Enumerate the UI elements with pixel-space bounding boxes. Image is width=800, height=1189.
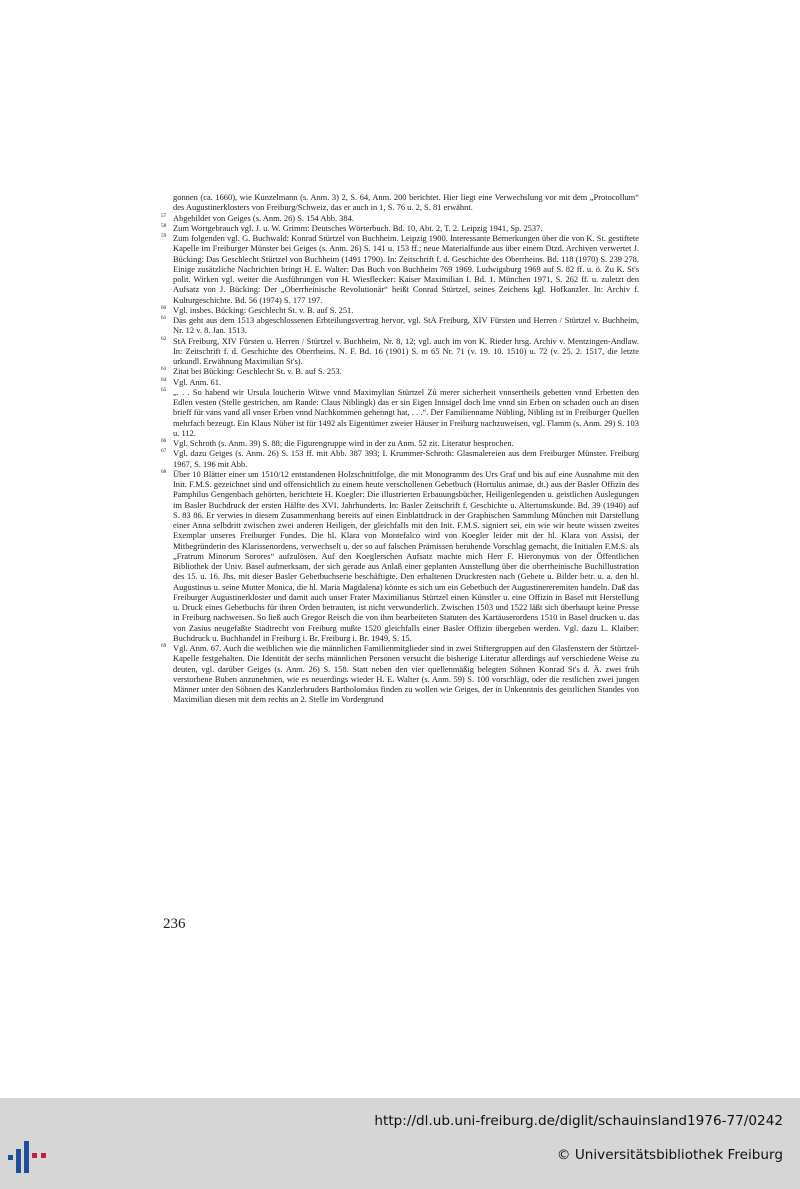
footnote xyxy=(163,438,639,448)
footnote xyxy=(163,213,639,223)
footnote-number: 59 xyxy=(161,233,167,239)
footnote-number: 57 xyxy=(161,212,167,219)
footnote-text: Vgl. Schroth (s. Anm. 39) S. 88; die Figurengruppe wird in der zu Anm. 52 zit. Literatur besprochen. xyxy=(173,438,514,448)
footnote-text: gonnen (ca. 1660), wie Kunzelmann (s. Anm. 3) 2, S. 64, Anm. 200 berichtet. Hier liegt eine Verwechslung vor mit dem „Protocollum“ des Augustinerklosters von Freiburg/Schweiz, das er auch in 1, S. 76 u. 2, S. 81 erwähnt. xyxy=(173,192,639,213)
footer-bar xyxy=(0,1098,800,1189)
footnote-text: Vgl. dazu Geiges (s. Anm. 26) S. 153 ff. mit Abb. 387 393; I. Krummer-Schroth: Glasmalereien aus dem Freiburger Münster. Freiburg 1967, S. 196 mit Abb. xyxy=(173,448,639,469)
footnote xyxy=(163,192,639,213)
footnote-text: Vgl. Anm. 61. xyxy=(173,376,222,387)
footnote-text: Zitat bei Bücking: Geschlecht St. v. B. auf S. 253. xyxy=(173,366,342,377)
footnote xyxy=(163,377,639,387)
footnote-text: Zum folgenden vgl. G. Buchwald: Konrad Stürtzel von Buchheim. Leipzig 1900. Interessante Bemerkungen über die von K. St. gestiftete Kapelle im Freiburger Münster bei Geiges (s. Anm. 26) S. 141 u. 153 ff.; neue Materialfunde aus über einem Dtzd. Archiven verwertet J. Bücking: Das Geschlecht Stürtzel von Buchheim (1491 1790). In: Zeitschrift f. d. Geschichte des Oberrheins. Bd. 118 (1970) S. 239 278. Einige zusätzliche Nachrichten bringt H. E. Walter: Das Buch von Buchheim 769 1969. Ludwigsburg 1969 auf S. 82 ff. u. ö. Zu K. St's polit. Wirken vgl. weiter die Ausführungen von H. Wiesflecker: Kaiser Maximilian I. Bd. 1. München 1971, S. 262 ff. u. zuletzt den Aufsatz von J. Bücking: Der „Oberrheinische Revolutionär“ heißt Conrad Stürtzel, seines Zeichens kgl. Hofkanzler. In: Archiv f. Kulturgeschichte. Bd. 56 (1974) S. 177 197. xyxy=(173,233,639,305)
footnotes-block xyxy=(163,192,639,705)
footnote xyxy=(163,643,639,705)
footnote xyxy=(163,223,639,233)
footnote-number: 66 xyxy=(161,438,167,444)
footnote-text: Über 10 Blätter einer um 1510/12 entstandenen Holzschnittfolge, die mit Monogramm des Urs Graf und bis auf eine Ausnahme mit den Init. F.M.S. gezeichnet sind und offensichtlich zu einem heute verschollenen Gebetbuch (Hortulus animae, dt.) aus der Basler Offizin des Pamphilus Gengenbach gehörten, berichtete H. Koegler: Die illustrierten Erbauungsbücher, Heiligenlegenden u. geistlichen Auslegungen im Basler Buchdruck der ersten Hälfte des XVI. Jahrhunderts. In: Basler Zeitschrift f. Geschichte u. Altertumskunde. Bd. 39 (1940) auf S. 83 86. Er verwies in diesem Zusammenhang bereits auf einen Einblattdruck in der Graphischen Sammlung München mit Darstellung einer Anna selbdritt zwischen zwei anderen Heiligen, der gleichfalls mit den Init. F.M.S. signiert sei, ein wie wir heute wissen zweites Exemplar unseres Freiburger Fundes. Die hl. Klara von Montefalco wird von Koegler leider mit der hl. Klara von Assisi, der Mitbegründerin des Klarissenordens, verwechselt u. der so auf falschen Prämissen beruhende Vorschlag gemacht, die Initialen F.M.S. als „Fratrum Minorum Sorores“ aufzulösen. Auf den Koeglerschen Aufsatz machte mich Herr F. Hieronymus von der Öffentlichen Bibliothek der Univ. Basel aufmerksam, der sich gerade aus Anlaß einer geplanten Ausstellung über die oberrheinische Buchillustration des 15. u. 16. Jhs. mit dieser Basler Gebetbuchserie beschäftigte. Den erhaltenen Druckresten nach (Gebete u. Bilder betr. u. a. den hl. Augustinus u. seine Mutter Monica, die hl. Maria Magdalena) könnte es sich um ein Gebetbuch der Augustinereremiten handeln. Daß das Freiburger Augustinerkloster und damit auch unser Frater Maximilianus Stürtzel einen Künstler u. eine Offizin in Basel mit Herstellung u. Druck eines Gebetbuchs für ihren Orden betrauten, ist nicht verwunderlich. Zwischen 1503 und 1522 läßt sich überhaupt keine Presse in Freiburg nachweisen. So ließ auch Gregor Reisch die von ihm bearbeiteten Statuten des Kartäuserordens 1510 in Basel drucken u. das von Zasius neugefaßte Stadtrecht von Freiburg mußte 1520 gleichfalls einer Basler Offizin übergeben werden. Vgl. dazu L. Klaiber: Buchdruck u. Buchhandel in Freiburg i. Br. Freiburg i. Br. 1949, S. 15. xyxy=(173,468,639,643)
footnote-text: Das geht aus dem 1513 abgeschlossenen Erbteilungsvertrag hervor, vgl. StA Freiburg, XIV Fürsten und Herren / Stürtzel v. Buchheim, Nr. 12 v. 8. Jan. 1513. xyxy=(173,315,639,336)
page-number: 236 xyxy=(163,916,186,932)
footnote-text: „. . . So habend wir Ursula loucherin Witwe vnnd Maximylian Stürtzel Zů merer sicherheit vnnsertheils gebetten vnnd Erbetten den Edlen vesten (Stelle gestrichen, am Rande: Claus Niblingk) das er sin Eigen Innsigel doch Ime vnnd sin Erben on schaden ouch an disen brieff für vans vand all vnser Erben vnnd Nachkommen gehenngt hat, . . .“. Der Familienname Nübling, Nibling ist in Freiburger Quellen mehrfach bezeugt. Ein Klaus Nüber ist für 1492 als Eigentümer zweier Häuser in Freiburg nachzuweisen, vgl. Flamm (s. Anm. 29) S. 103 u. 112. xyxy=(173,386,639,438)
footnote-text: Abgebildet von Geiges (s. Anm. 26) S. 154 Abb. 384. xyxy=(173,212,354,223)
footnote xyxy=(163,469,639,643)
footnote-number: 68 xyxy=(161,468,167,475)
footnote xyxy=(163,305,639,315)
footer-url-link[interactable]: http://dl.ub.uni-freiburg.de/diglit/schauinsland1976-77/0242 xyxy=(374,1113,783,1129)
footnote-number: 62 xyxy=(161,335,167,342)
footnote-number: 58 xyxy=(161,222,167,229)
footnote xyxy=(163,233,639,305)
footnote-text: StA Freiburg, XIV Fürsten u. Herren / Stürtzel v. Buchheim, Nr. 8, 12; vgl. auch im von K. Rieder hrsg. Archiv v. Mentzingen-Andlaw. In: Zeitschrift f. d. Geschichte des Oberrheins. N. F. Bd. 16 (1901) S. m 65 Nr. 71 (v. 19. 10. 1510) u. 72 (v. 25. 2. 1517, die letzte urkundl. Erwähnung Maximilian St's). xyxy=(173,335,639,366)
footnote xyxy=(163,315,639,336)
footnote-number: 67 xyxy=(161,448,167,455)
ub-freiburg-logo-icon xyxy=(7,1139,53,1175)
footnote-number: 60 xyxy=(161,304,167,311)
footnote-number: 65 xyxy=(161,386,167,393)
footnote-number: 61 xyxy=(161,315,167,321)
footnote-text: Vgl. Anm. 67. Auch die weiblichen wie die männlichen Familienmitglieder sind in zwei Stiftergruppen auf den Glasfenstern der Stürtzel-Kapelle festgehalten. Die Identität der sechs männlichen Personen versucht die bisherige Literatur allerdings auf verschiedene Weise zu deuten, vgl. darüber Geiges (s. Anm. 26) S. 158. Statt neben den vier quellenmäßig belegten Söhnen Konrad St's d. Ä. zwei früh verstorbene Buben anzunehmen, wie es neuerdings wieder H. E. Walter (s. Anm. 59) S. 100 vorschlägt, oder die restlichen zwei jungen Männer unter den Söhnen des Kanzlerbruders Bartholomäus finden zu wollen wie Geiges, der in Unkenntnis des geistlichen Standes von Maximilian diesen mit dem rechts an 2. Stelle im Vordergrund xyxy=(173,643,639,705)
footnote xyxy=(163,336,639,367)
footnote-number: 63 xyxy=(161,366,167,373)
footnote-text: Zum Wortgebrauch vgl. J. u. W. Grimm: Deutsches Wörterbuch. Bd. 10, Abt. 2, T. 2. Leipzig 1941, Sp. 2537. xyxy=(173,222,543,233)
footnote-number: 69 xyxy=(161,643,167,649)
footnote xyxy=(163,387,639,438)
footnote xyxy=(163,448,639,469)
footnote xyxy=(163,366,639,376)
footnote-number: 64 xyxy=(161,376,167,383)
footer-copyright: © Universitätsbibliothek Freiburg xyxy=(556,1147,783,1163)
footnote-text: Vgl. insbes. Bücking: Geschlecht St. v. B. auf S. 251. xyxy=(173,304,354,315)
